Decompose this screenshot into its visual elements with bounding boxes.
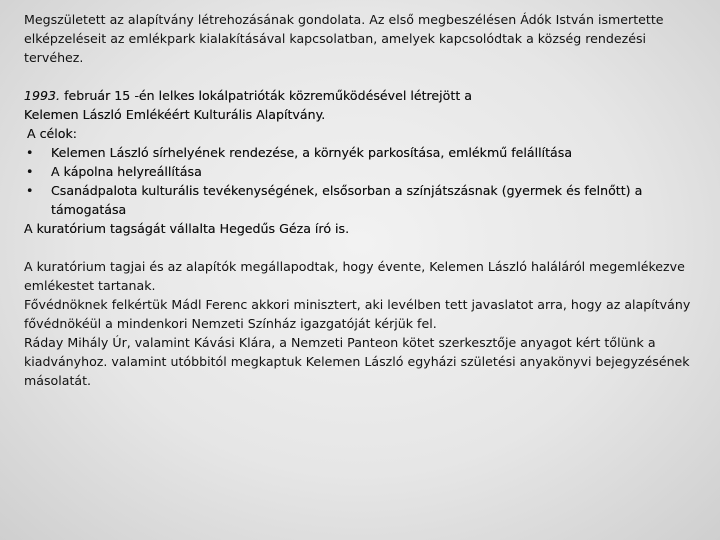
patron-paragraph: Fővédnöknek felkértük Mádl Ferenc akkori minisztert, aki levélben tett javaslatot arra, hogy az alapítvány fővédnökéül a mindenkori Nemzeti Színház igazgatóját kérjük fel. — [24, 297, 691, 331]
foundation-name: Kelemen László Emlékéért Kulturális Alapítvány. — [24, 107, 326, 122]
spacer — [24, 238, 706, 257]
agreement-paragraph: A kuratórium tagjai és az alapítók megállapodtak, hogy évente, Kelemen László haláláról megemlékezve emlékestet tartanak. — [24, 259, 685, 293]
founding-line — [24, 86, 706, 105]
goal-item-1 — [24, 143, 706, 162]
board-member-line: A kuratórium tagságát vállalta Hegedűs Géza író is. — [24, 221, 350, 236]
founding-text: február 15 -én lelkes lokálpatrióták közreműködésével létrejött a — [60, 88, 472, 103]
goals-heading: A célok: — [27, 126, 78, 141]
spacer — [24, 67, 706, 86]
bullet-icon: • — [26, 183, 34, 198]
goal-item-2 — [24, 162, 706, 181]
goal-item-3 — [24, 181, 706, 219]
goal-text: Kelemen László sírhelyének rendezése, a környék parkosítása, emlékmű felállítása — [51, 145, 573, 160]
intro-paragraph: Megszületett az alapítvány létrehozásának gondolata. Az első megbeszélésen Ádók István ismertette elképzeléseit az emlékpark kialakításával kapcsolatban, amelyek kapcsolódtak a község rendezési tervéhez. — [24, 12, 664, 65]
publication-paragraph: Ráday Mihály Úr, valamint Kávási Klára, a Nemzeti Panteon kötet szerkesztője anyagot kért tőlünk a kiadványhoz. valamint utóbbitól megkaptuk Kelemen László egyházi születési anyakönyvi bejegyzésének másolatát. — [24, 335, 690, 388]
bullet-icon: • — [26, 145, 34, 160]
founding-year: 1993. — [24, 88, 61, 103]
bullet-icon: • — [26, 164, 34, 179]
goal-text: Csanádpalota kulturális tevékenységének, elsősorban a színjátszásnak (gyermek és felnőtt) a támogatása — [51, 183, 643, 217]
goal-text: A kápolna helyreállítása — [51, 164, 202, 179]
